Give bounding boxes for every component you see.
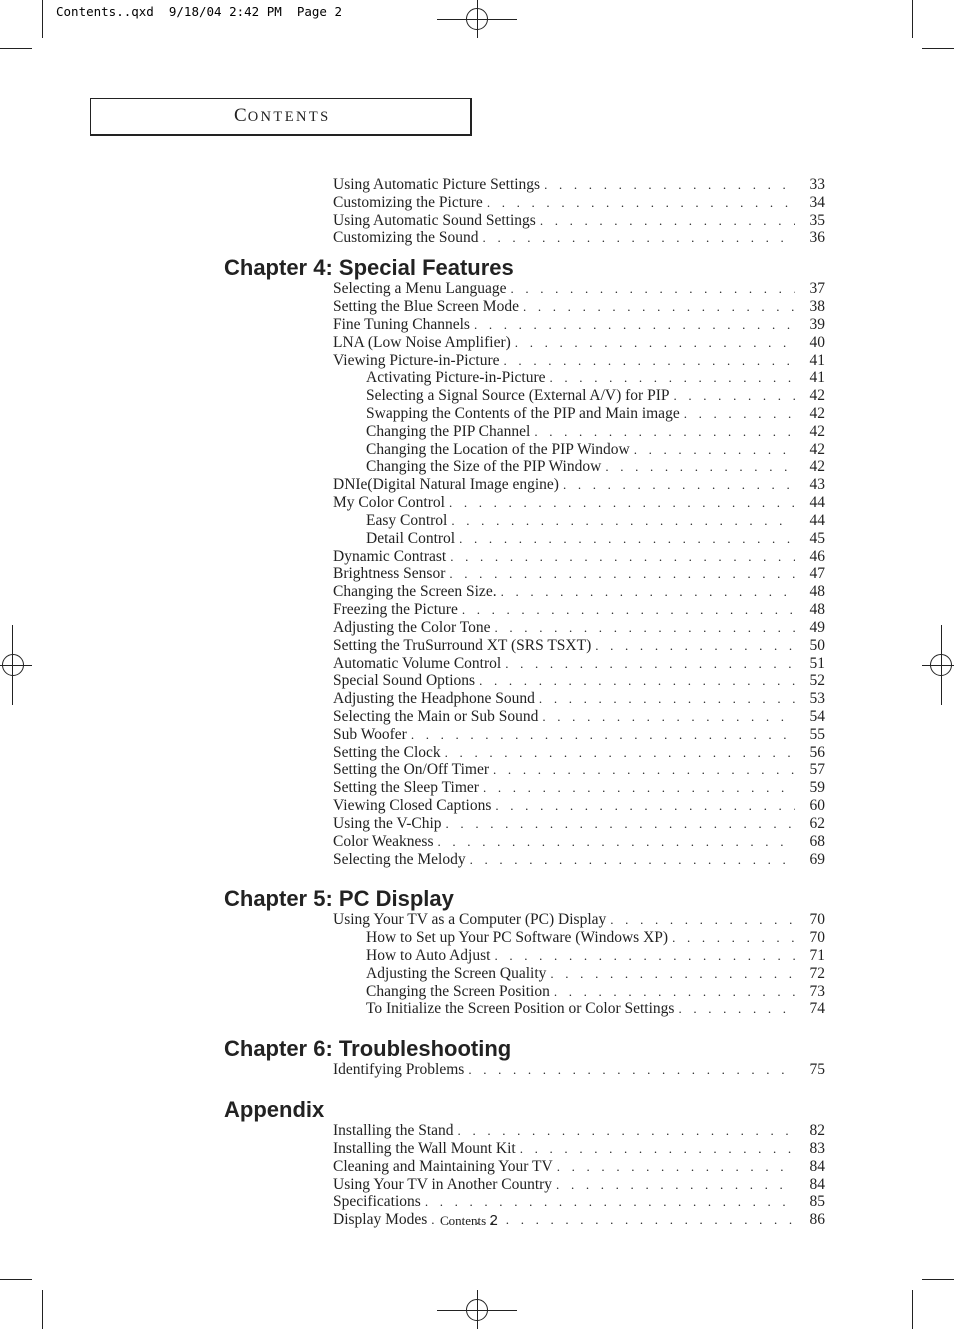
toc-entry[interactable] <box>333 637 825 655</box>
toc-entry-page: 56 <box>809 743 825 761</box>
dot-leader <box>495 619 796 637</box>
toc-entry-title: Changing the Size of the PIP Window <box>366 458 602 476</box>
toc-entry-page: 59 <box>809 779 825 797</box>
crop-mark <box>0 48 32 49</box>
dot-leader <box>459 530 795 548</box>
toc-entry-page: 44 <box>809 494 825 512</box>
dot-leader <box>505 655 795 673</box>
toc-entry-title: Display Modes <box>333 1211 428 1229</box>
toc-entry-page: 46 <box>809 547 825 565</box>
toc-entry[interactable] <box>366 965 825 983</box>
dot-leader <box>610 911 795 929</box>
dot-leader <box>550 369 796 387</box>
toc-entry-title: Changing the Location of the PIP Window <box>366 440 630 458</box>
toc-entry[interactable] <box>333 672 825 690</box>
toc-entry-title: Selecting the Melody <box>333 850 466 868</box>
dot-leader <box>493 761 795 779</box>
toc-entry-title: Using Automatic Sound Settings <box>333 211 536 229</box>
dot-leader <box>673 387 795 405</box>
toc-entry-page: 34 <box>809 193 825 211</box>
toc-entry-title: Automatic Volume Control <box>333 654 502 672</box>
toc-entry-title: Setting the TruSurround XT (SRS TSXT) <box>333 636 592 654</box>
toc-entry-page: 45 <box>809 529 825 547</box>
toc-entry-page: 41 <box>809 351 825 369</box>
dot-leader <box>544 176 795 194</box>
chapter-heading: Chapter 5: PC Display <box>224 886 454 912</box>
crop-mark <box>42 0 43 38</box>
toc-entry[interactable] <box>333 690 825 708</box>
dot-leader <box>487 194 795 212</box>
crop-mark <box>922 48 954 49</box>
toc-entry-page: 82 <box>809 1122 825 1140</box>
toc-entry[interactable] <box>333 779 825 797</box>
toc-entry-title: Customizing the Sound <box>333 229 479 247</box>
toc-entry[interactable] <box>333 476 825 494</box>
dot-leader <box>634 441 795 459</box>
toc-entry-page: 54 <box>809 707 825 725</box>
toc-entry-page: 42 <box>809 440 825 458</box>
toc-entry[interactable] <box>333 726 825 744</box>
toc-entry[interactable] <box>366 983 825 1001</box>
toc-entry-page: 71 <box>809 946 825 964</box>
toc-entry-title: My Color Control <box>333 494 445 512</box>
toc-entry[interactable] <box>366 929 825 947</box>
toc-entry[interactable] <box>333 494 825 512</box>
toc-entry-page: 73 <box>809 982 825 1000</box>
toc-entry-title: Fine Tuning Channels <box>333 315 470 333</box>
toc-entry-title: Changing the PIP Channel <box>366 422 531 440</box>
toc-entry-page: 86 <box>809 1211 825 1229</box>
toc-entry-page: 70 <box>809 911 825 929</box>
dot-leader <box>449 494 795 512</box>
toc-entry-page: 55 <box>809 725 825 743</box>
toc-entry-page: 62 <box>809 814 825 832</box>
toc-entry-page: 52 <box>809 672 825 690</box>
toc-entry-page: 42 <box>809 387 825 405</box>
toc-entry-title: Installing the Wall Mount Kit <box>333 1139 516 1157</box>
toc-entry[interactable] <box>366 369 825 387</box>
toc-entry-title: How to Auto Adjust <box>366 946 491 964</box>
dot-leader <box>495 797 795 815</box>
footer-page-number: 2 <box>489 1212 498 1229</box>
toc-entry[interactable] <box>333 815 825 833</box>
toc-entry-title: Specifications <box>333 1193 421 1211</box>
chapter-heading: Appendix <box>224 1097 325 1123</box>
toc-entry-page: 74 <box>809 1000 825 1018</box>
dot-leader <box>479 672 795 690</box>
dot-leader <box>542 708 795 726</box>
toc-entry[interactable] <box>333 229 825 247</box>
dot-leader <box>595 637 795 655</box>
toc-entry-title: Changing the Screen Position <box>366 982 550 1000</box>
toc-entry-page: 48 <box>809 583 825 601</box>
page-title <box>234 105 331 127</box>
dot-leader <box>539 690 795 708</box>
toc-entry-title: Setting the Clock <box>333 743 441 761</box>
dot-leader <box>474 316 795 334</box>
toc-entry-title: Viewing Closed Captions <box>333 797 492 815</box>
toc-entry-title: Setting the On/Off Timer <box>333 761 490 779</box>
toc-entry[interactable] <box>333 583 825 601</box>
toc-entry-title: To Initialize the Screen Position or Color Settings <box>366 1000 675 1018</box>
dot-leader <box>520 1140 795 1158</box>
toc-entry-page: 84 <box>809 1157 825 1175</box>
toc-entry-page: 42 <box>809 458 825 476</box>
dot-leader <box>678 1000 795 1018</box>
dot-leader <box>554 983 795 1001</box>
dot-leader <box>605 458 795 476</box>
toc-entry-page: 40 <box>809 333 825 351</box>
print-slug: Contents..qxd 9/18/04 2:42 PM Page 2 <box>56 4 342 19</box>
toc-entry-title: Using Your TV in Another Country <box>333 1175 553 1193</box>
toc-entry-title: Brightness Sensor <box>333 565 446 583</box>
toc-entry[interactable] <box>333 280 825 298</box>
toc-entry-title: Adjusting the Headphone Sound <box>333 690 535 708</box>
toc-entry-page: 69 <box>809 850 825 868</box>
toc-entry-title: Selecting a Signal Source (External A/V) for PIP <box>366 387 670 405</box>
toc-entry-title: Easy Control <box>366 511 448 529</box>
toc-entry[interactable] <box>333 708 825 726</box>
toc-entry[interactable] <box>333 761 825 779</box>
toc-entry-page: 51 <box>809 654 825 672</box>
crop-mark <box>42 1290 43 1329</box>
toc-entry-page: 85 <box>809 1193 825 1211</box>
dot-leader <box>563 476 795 494</box>
dot-leader <box>411 726 795 744</box>
footer-label: Contents <box>440 1213 487 1228</box>
toc-entry[interactable] <box>366 947 825 965</box>
toc-entry-title: Selecting a Menu Language <box>333 280 507 298</box>
toc-entry-title: Special Sound Options <box>333 672 476 690</box>
toc-entry-page: 39 <box>809 315 825 333</box>
toc-entry[interactable] <box>333 334 825 352</box>
dot-leader <box>483 229 795 247</box>
toc-entry-title: Sub Woofer <box>333 725 407 743</box>
dot-leader <box>446 815 795 833</box>
toc-entry-page: 37 <box>809 280 825 298</box>
page-title-initial: C <box>234 105 248 126</box>
dot-leader <box>515 334 795 352</box>
toc-entry[interactable] <box>366 512 825 530</box>
toc-entry[interactable] <box>333 1158 825 1176</box>
toc-entry-page: 38 <box>809 298 825 316</box>
toc-entry[interactable] <box>333 212 825 230</box>
toc-entry-page: 35 <box>809 211 825 229</box>
toc-entry-title: Selecting the Main or Sub Sound <box>333 707 539 725</box>
chapter-heading: Chapter 6: Troubleshooting <box>224 1036 512 1062</box>
toc-entry-title: Identifying Problems <box>333 1061 465 1079</box>
toc-entry-title: Using the V-Chip <box>333 814 442 832</box>
crop-mark <box>922 1279 954 1280</box>
toc-entry-page: 43 <box>809 476 825 494</box>
dot-leader <box>438 833 796 851</box>
toc-entry-title: Using Your TV as a Computer (PC) Display <box>333 911 607 929</box>
toc-entry-title: Freezing the Picture <box>333 601 458 619</box>
toc-entry[interactable] <box>333 833 825 851</box>
toc-entry-page: 36 <box>809 229 825 247</box>
crop-mark <box>0 1279 32 1280</box>
toc-entry-title: Dynamic Contrast <box>333 547 447 565</box>
toc-entry[interactable] <box>333 352 825 370</box>
toc-entry[interactable] <box>333 1176 825 1194</box>
toc-entry[interactable] <box>366 387 825 405</box>
crop-mark <box>912 1290 913 1329</box>
dot-leader <box>494 947 795 965</box>
toc-entry-title: LNA (Low Noise Amplifier) <box>333 333 511 351</box>
toc-entry-title: How to Set up Your PC Software (Windows XP) <box>366 929 669 947</box>
page-title-rest: ONTENTS <box>247 109 331 125</box>
toc-entry-title: Activating Picture-in-Picture <box>366 369 546 387</box>
dot-leader <box>672 929 795 947</box>
toc-entry-page: 47 <box>809 565 825 583</box>
toc-entry[interactable] <box>333 1211 825 1229</box>
toc-entry-title: Cleaning and Maintaining Your TV <box>333 1157 553 1175</box>
dot-leader <box>468 1061 795 1079</box>
toc-entry-page: 33 <box>809 176 825 193</box>
dot-leader <box>550 965 795 983</box>
toc-entry-page: 42 <box>809 422 825 440</box>
toc-entry[interactable] <box>333 316 825 334</box>
toc-entry-page: 50 <box>809 636 825 654</box>
dot-leader <box>449 565 795 583</box>
toc-entry[interactable] <box>333 851 825 869</box>
toc-entry[interactable] <box>333 619 825 637</box>
toc-entry-page: 75 <box>809 1061 825 1079</box>
toc-entry-title: Setting the Sleep Timer <box>333 779 479 797</box>
toc-entry[interactable] <box>366 423 825 441</box>
dot-leader <box>451 512 795 530</box>
toc-entry[interactable] <box>366 441 825 459</box>
toc-entry[interactable] <box>366 458 825 476</box>
toc-entry[interactable] <box>333 176 825 194</box>
toc-entry-title: Changing the Screen Size. <box>333 583 497 601</box>
toc-entry-page: 49 <box>809 618 825 636</box>
toc-entry[interactable] <box>333 1061 825 1079</box>
toc-entry[interactable] <box>333 194 825 212</box>
dot-leader <box>684 405 795 423</box>
toc-entry-title: Adjusting the Color Tone <box>333 618 491 636</box>
toc-entry-title: Swapping the Contents of the PIP and Main image <box>366 405 680 423</box>
toc-entry[interactable] <box>333 1122 825 1140</box>
dot-leader <box>556 1176 795 1194</box>
toc-entry[interactable] <box>333 1193 825 1211</box>
toc-entry[interactable] <box>333 548 825 566</box>
toc-entry[interactable] <box>333 797 825 815</box>
dot-leader <box>483 779 795 797</box>
toc-entry-page: 84 <box>809 1175 825 1193</box>
toc-entry[interactable] <box>333 298 825 316</box>
toc-entry[interactable] <box>333 1140 825 1158</box>
toc-entry-page: 70 <box>809 929 825 947</box>
toc-entry[interactable] <box>333 565 825 583</box>
toc-entry[interactable] <box>333 655 825 673</box>
dot-leader <box>540 212 795 230</box>
toc-entry-page: 44 <box>809 511 825 529</box>
toc-entry[interactable] <box>333 744 825 762</box>
dot-leader <box>458 1122 795 1140</box>
toc-entry-title: Color Weakness <box>333 832 434 850</box>
toc-entry-page: 68 <box>809 832 825 850</box>
dot-leader <box>557 1158 795 1176</box>
toc-entry-page: 72 <box>809 964 825 982</box>
toc-entry-page: 60 <box>809 797 825 815</box>
toc-entry-title: Installing the Stand <box>333 1122 454 1140</box>
toc-entry-title: Using Automatic Picture Settings <box>333 176 541 193</box>
toc-entry-page: 53 <box>809 690 825 708</box>
toc-entry-title: Detail Control <box>366 529 456 547</box>
toc-entry-page: 42 <box>809 405 825 423</box>
toc-entry-title: Viewing Picture-in-Picture <box>333 351 500 369</box>
dot-leader <box>510 280 795 298</box>
dot-leader <box>501 583 795 601</box>
toc-entry[interactable] <box>366 530 825 548</box>
page-footer <box>440 1212 498 1229</box>
dot-leader <box>523 298 795 316</box>
dot-leader <box>534 423 795 441</box>
toc-entry-page: 83 <box>809 1139 825 1157</box>
dot-leader <box>504 352 795 370</box>
dot-leader <box>445 744 795 762</box>
toc-entry[interactable] <box>333 911 825 929</box>
dot-leader <box>462 601 795 619</box>
toc-entry-page: 57 <box>809 761 825 779</box>
toc-entry-title: Adjusting the Screen Quality <box>366 964 547 982</box>
dot-leader <box>450 548 795 566</box>
toc-entry-page: 41 <box>809 369 825 387</box>
toc-entry[interactable] <box>366 1000 825 1018</box>
dot-leader <box>470 851 795 869</box>
toc-entry[interactable] <box>366 405 825 423</box>
toc-entry-title: Setting the Blue Screen Mode <box>333 298 519 316</box>
dot-leader <box>425 1193 795 1211</box>
toc-entry-title: Customizing the Picture <box>333 193 483 211</box>
toc-entry-title: DNIe(Digital Natural Image engine) <box>333 476 559 494</box>
toc-entry-page: 48 <box>809 601 825 619</box>
chapter-heading: Chapter 4: Special Features <box>224 255 514 281</box>
toc-entry[interactable] <box>333 601 825 619</box>
crop-mark <box>912 0 913 38</box>
